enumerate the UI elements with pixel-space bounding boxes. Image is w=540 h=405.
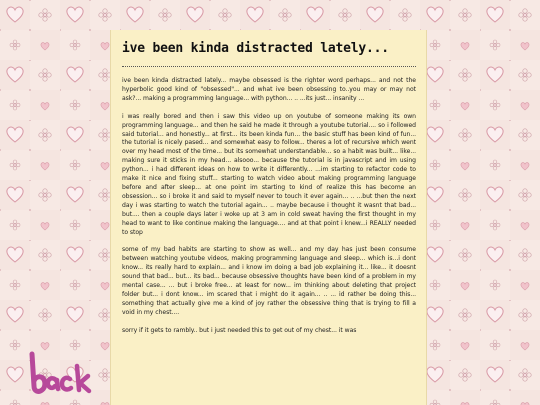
post-title: ive been kinda distracted lately...	[122, 41, 389, 56]
back-link[interactable]	[24, 344, 94, 400]
post-paragraph: ive been kinda distracted lately... maybe obsessed is the righter word perhaps... and not the hyperbolic good kind of "obsessed"... and what ive been obsessing to..you may or may not ask?... making a programming language... with python... .. ...its just... insanity ...	[122, 77, 416, 102]
title-divider	[122, 66, 416, 67]
blog-post	[110, 30, 427, 405]
post-paragraph: sorry if it gets to rambly.. but i just needed this to get out of my chest... it was	[122, 326, 357, 334]
back-wordart-icon	[24, 344, 94, 400]
post-body	[122, 77, 416, 336]
post-paragraph: i was really bored and then i saw this video up on youtube of someone making its own programming language... and then he said he made it through a youtube tutorial.... so i followed said tutorial... and honestly... at first... its been kinda fun... the basic stuff has been kind of fun... the tutorial is nicely pased... and somewhat easy to follow... theres a lot of recursive which went over my head most of the time... but its somewhat understandable... so a habit was built... like... making sure it sticks in my head... alsooo... because the tutorial is in javascript and im using python... i had different ideas on how to write it differently... ...im starting to refactor code to make it nice and fixing stuff... starting to watch video about making programming language before and after sleep... at one point im starting to kind of realize this has become an obsession... so i broke it and said to myself never to touch it ever again... .. ...but then the next day i was starting to watch the tutorial again... .. maybe because i thought it wasnt that bad... but.... then a couple days later i woke up at 3 am in cold sweat having the first thought in my head to want to like continue making the language.... and at that point i knew...i REALLY needed to stop	[122, 112, 416, 236]
post-paragraph: some of my bad habits are starting to show as well... and my day has just been consume between watching youtube videos, making programming language and sleep... which is...i dont know... its really hard to explain... and i know im doing a bad job explaining it... like... it doesnt sound that bad... but... its bad... because obsessive thoughts have been kind of a problem in my mental case... ... but i broke free... at least for now... im thinking about deleting that project folder but... i dont know... im scared that i might do it again... .. ... id rather be doing this... something that actually give me a kind of joy rather the obsessive thing that is trying to fill a void in my chest....	[122, 246, 416, 316]
